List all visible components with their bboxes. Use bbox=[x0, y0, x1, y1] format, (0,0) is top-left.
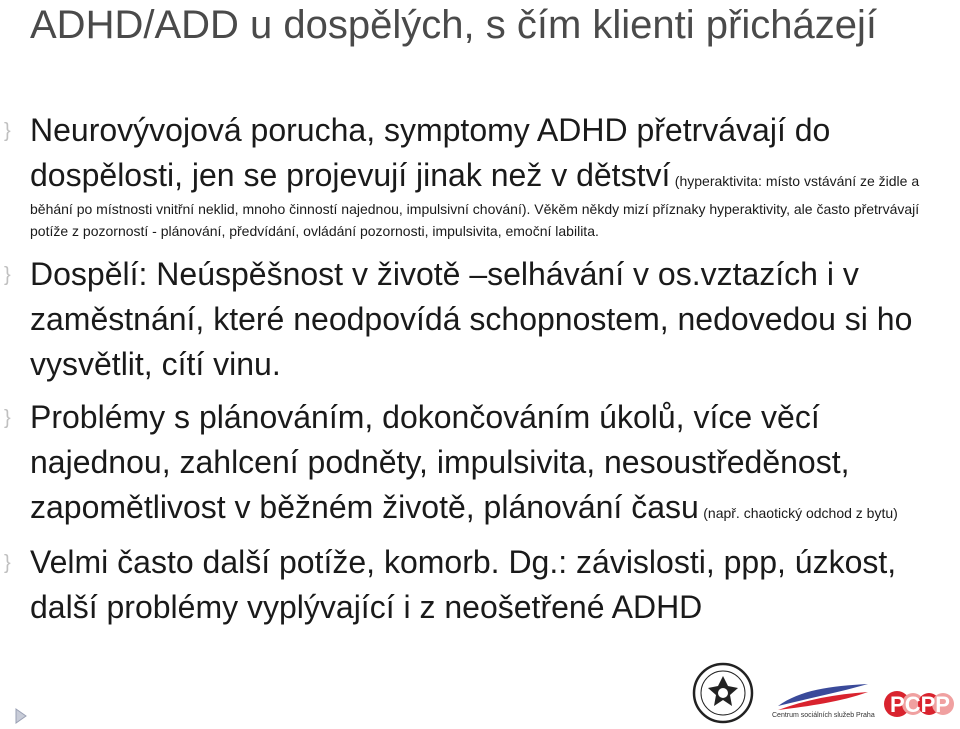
bullet-item bbox=[0, 395, 960, 530]
logo-strip bbox=[690, 662, 960, 729]
bullet-list bbox=[0, 108, 960, 630]
bullet-note-text: (hyperaktivita: místo vstávání ze židle a běhání po místnosti vnitřní neklid, mnoho činností najednou, impulsivní chování). Věkěm někdy mizí příznaky hyperaktivity, ale často přetrvávají potíže z pozorností - plánování, předvídání, ovládání pozornosti, impulsivita, emoční labilita. bbox=[30, 173, 920, 239]
bullet-main-text: Problémy s plánováním, dokončováním úkolů, více věcí najednou, zahlcení podněty, impulsivita, nesoustředěnost, zapomětlivost v běžném životě, plánování času bbox=[30, 399, 850, 525]
seal-logo-icon bbox=[692, 662, 754, 724]
bullet-item bbox=[0, 540, 960, 630]
bullet-main-text: Dospělí: Neúspěšnost v životě –selhávání v os.vztazích i v zaměstnání, které neodpovídá schopnostem, nedovedou si ho vysvětlit, cítí vinu. bbox=[30, 256, 913, 382]
bullet-main-text: Velmi často další potíže, komorb. Dg.: závislosti, ppp, úzkost, další problémy vyplývající i z neošetřené ADHD bbox=[30, 544, 897, 625]
pcpp-logo-text: PCPP bbox=[890, 692, 950, 717]
bullet-item bbox=[0, 252, 960, 387]
bullet-marker-icon: } bbox=[4, 407, 11, 429]
bullet-marker-icon: } bbox=[4, 120, 11, 142]
slide-title: ADHD/ADD u dospělých, s čím klienti přicházejí bbox=[30, 3, 877, 47]
pcpp-logo-icon bbox=[883, 684, 957, 724]
bullet-item bbox=[0, 108, 960, 242]
bullet-note-text: (např. chaotický odchod z bytu) bbox=[703, 505, 898, 521]
slide-nav-arrow-icon[interactable] bbox=[14, 708, 28, 724]
bullet-marker-icon: } bbox=[4, 552, 11, 574]
bullet-marker-icon: } bbox=[4, 264, 11, 286]
csp-logo-text: Centrum sociálních služeb Praha bbox=[772, 712, 875, 719]
bullet-main-text: Neurovývojová porucha, symptomy ADHD přetrvávají do dospělosti, jen se projevují jinak než v dětství bbox=[30, 112, 831, 193]
